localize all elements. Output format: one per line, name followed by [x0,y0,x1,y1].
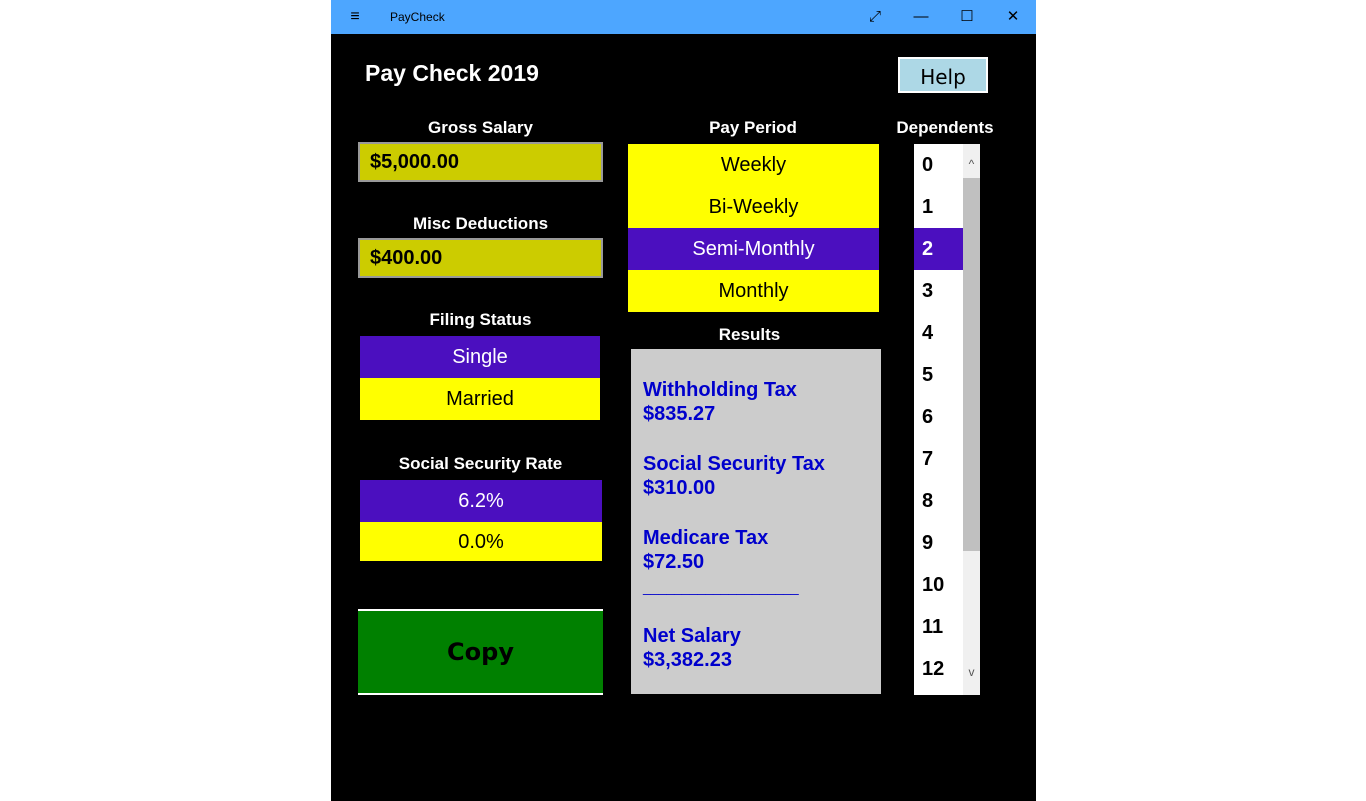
scroll-up-icon[interactable]: ^ [968,157,975,171]
title-bar [331,0,1036,34]
social-security-tax-label: Social Security Tax [643,453,825,475]
dependent-option[interactable]: 3 [922,280,934,302]
net-salary-value: $3,382.23 [643,649,732,671]
dependent-option[interactable]: 1 [922,196,934,218]
dependent-option[interactable]: 10 [922,574,945,596]
maximize-icon[interactable]: ☐ [960,8,974,25]
filing-status-list [360,336,600,420]
dependent-option[interactable]: 8 [922,490,934,512]
app-title: Pay Check 2019 [365,60,539,86]
gross-salary-field[interactable]: $5,000.00 [358,142,603,182]
withholding-tax-label: Withholding Tax [643,379,797,401]
withholding-tax-value: $835.27 [643,403,716,425]
misc-deductions-label: Misc Deductions [412,214,549,233]
medicare-tax-label: Medicare Tax [643,527,769,549]
net-salary-label: Net Salary [643,625,741,647]
dependent-option[interactable]: 12 [922,658,945,680]
dependent-option[interactable]: 6 [922,406,934,428]
dependents-list[interactable] [914,144,980,695]
pay-period-list [628,144,879,312]
ss-rate-option-0-0[interactable]: 0.0% [360,522,602,561]
help-button[interactable]: Help [898,57,988,93]
filing-status-label: Filing Status [429,310,532,329]
dependent-option-selected[interactable]: 2 [914,228,963,270]
dependents-scrollbar[interactable] [963,144,980,695]
window-title: PayCheck [390,10,445,24]
pay-period-bi-weekly[interactable]: Bi-Weekly [628,186,879,228]
dependent-option[interactable]: 9 [922,532,934,554]
dependent-option[interactable]: 5 [922,364,934,386]
scroll-down-icon[interactable]: v [968,665,975,679]
medicare-tax-value: $72.50 [643,551,705,573]
filing-status-single[interactable]: Single [360,336,600,378]
social-security-rate-label: Social Security Rate [398,454,563,473]
filing-status-married[interactable]: Married [360,378,600,420]
misc-deductions-field[interactable]: $400.00 [358,238,603,278]
gross-salary-label: Gross Salary [428,118,533,137]
hamburger-menu-icon[interactable]: ≡ [350,8,360,25]
dependent-option[interactable]: 11 [922,616,944,638]
dependent-option[interactable]: 4 [922,322,934,344]
copy-button[interactable]: Copy [358,609,603,695]
fullscreen-icon[interactable]: ⤢ [868,8,881,25]
ss-rate-option-6-2[interactable]: 6.2% [360,480,602,522]
dependents-label: Dependents [896,118,994,137]
results-divider: ____________________ [643,579,799,595]
close-icon[interactable]: ✕ [1006,8,1020,25]
results-panel [631,349,881,694]
app-window [331,0,1036,801]
pay-period-label: Pay Period [709,118,797,137]
social-security-tax-value: $310.00 [643,477,716,499]
scrollbar-thumb[interactable] [963,178,980,551]
dependent-option[interactable]: 0 [922,154,934,176]
social-security-rate-list [360,480,602,561]
results-label: Results [718,325,781,344]
pay-period-semi-monthly[interactable]: Semi-Monthly [628,228,879,270]
dependent-option[interactable]: 7 [922,448,934,470]
pay-period-monthly[interactable]: Monthly [628,270,879,312]
minimize-icon[interactable]: — [913,8,929,25]
pay-period-weekly[interactable]: Weekly [628,144,879,186]
